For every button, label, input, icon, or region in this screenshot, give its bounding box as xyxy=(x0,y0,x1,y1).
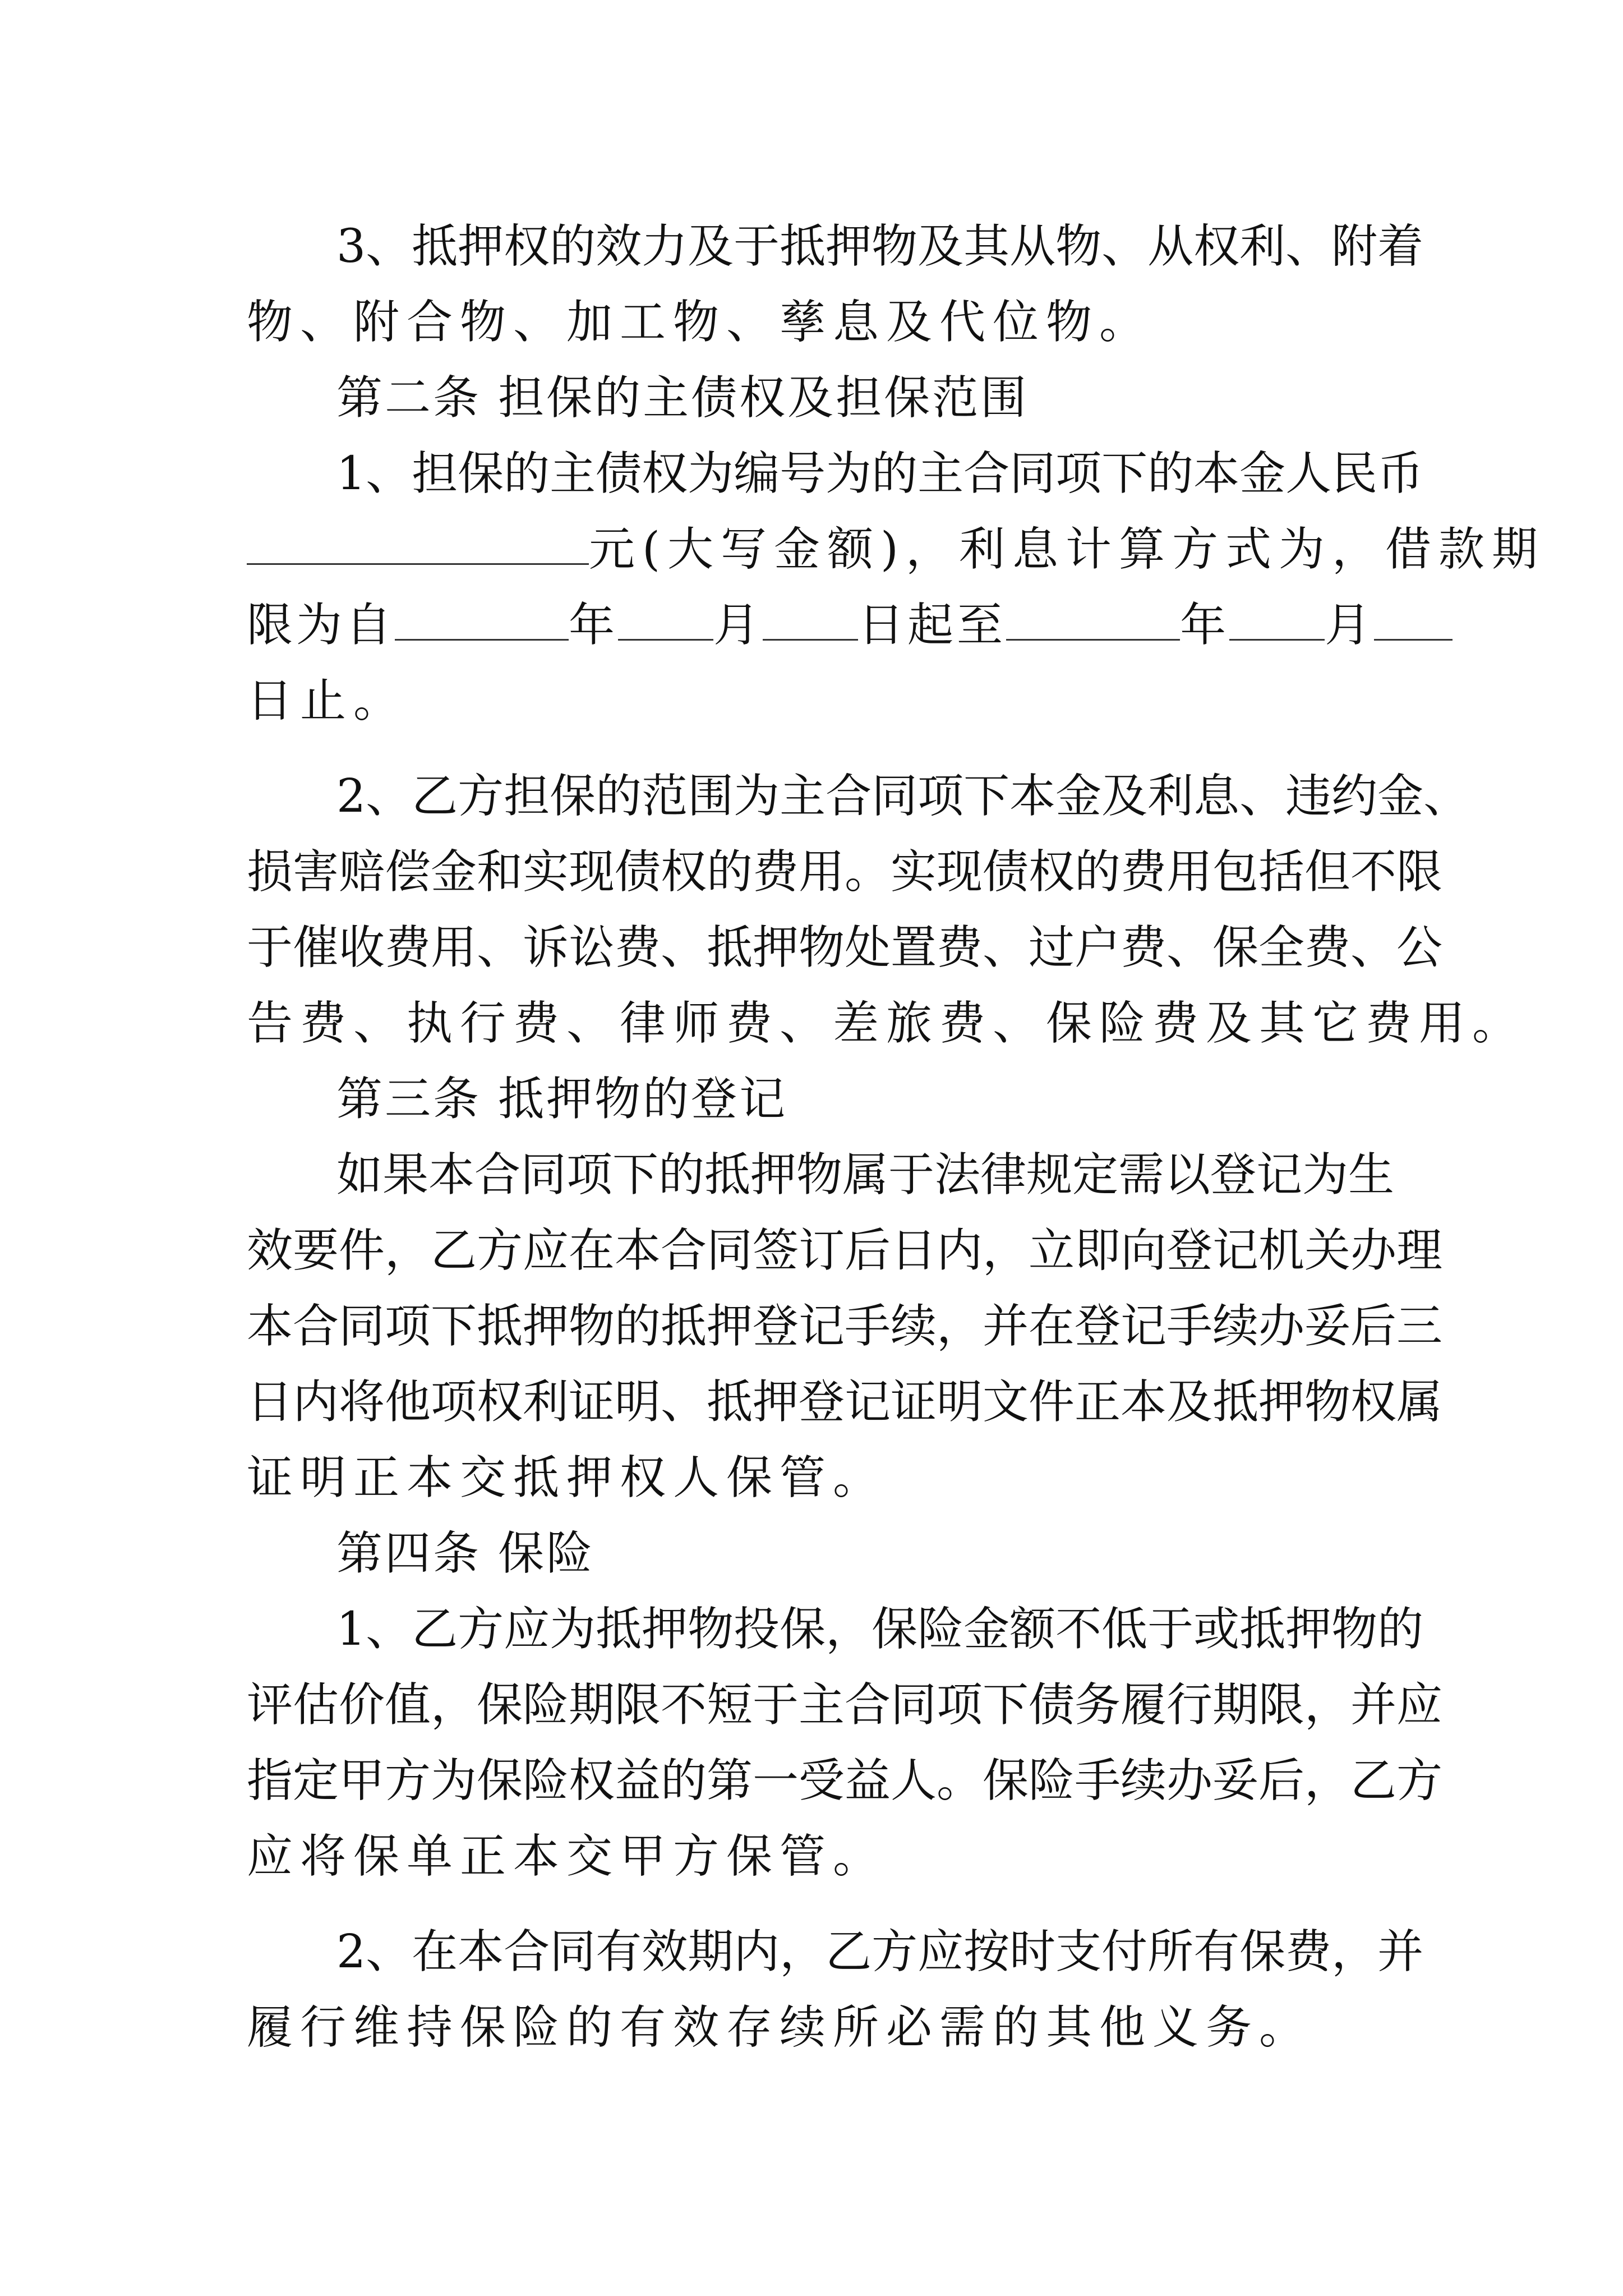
clause-1-3-line-1: 3、抵押权的效力及于抵押物及其从物、从权利、附着 xyxy=(336,220,1424,273)
article-3-line-3: 本合同项下抵押物的抵押登记手续，并在登记手续办妥后三 xyxy=(247,1300,1443,1353)
clause-2-2-line-2: 损害赔偿金和实现债权的费用。实现债权的费用包括但不限 xyxy=(247,845,1443,899)
end-year-label: 年 xyxy=(1180,599,1230,652)
clause-2-2-line-1: 2、乙方担保的范围为主合同项下本金及利息、违约金、 xyxy=(336,770,1470,823)
clause-2-1-line-4: 日止。 xyxy=(247,674,407,728)
article-4-heading: 第四条 保险 xyxy=(336,1527,595,1580)
clause-2-2-line-4: 告费、执行费、律师费、差旅费、保险费及其它费用。 xyxy=(247,997,1526,1050)
clause-4-2-line-1: 2、在本合同有效期内，乙方应按时支付所有保费，并 xyxy=(336,1925,1424,1978)
article-3-line-1: 如果本合同项下的抵押物属于法律规定需以登记为生 xyxy=(336,1148,1395,1202)
amount-blank[interactable] xyxy=(247,518,589,565)
start-year-blank[interactable] xyxy=(395,594,569,641)
clause-1-3-line-2: 物、附合物、加工物、孳息及代位物。 xyxy=(247,296,1153,349)
article-3-line-4: 日内将他项权利证明、抵押登记证明文件正本及抵押物权属 xyxy=(247,1375,1443,1429)
clause-2-1-line-1: 1、担保的主债权为编号为的主合同项下的本金人民币 xyxy=(336,447,1424,500)
start-month-label: 月 xyxy=(713,599,763,652)
clause-4-2-line-2: 履行维持保险的有效存续所必需的其他义务。 xyxy=(247,2001,1313,2054)
article-2-heading: 第二条 担保的主债权及担保范围 xyxy=(336,371,1029,425)
term-from-label: 限为自 xyxy=(247,599,395,652)
article-3-line-5: 证明正本交抵押权人保管。 xyxy=(247,1451,887,1504)
start-month-blank[interactable] xyxy=(618,594,713,641)
end-day-blank[interactable] xyxy=(1374,594,1453,641)
end-month-label: 月 xyxy=(1325,599,1375,652)
end-year-blank[interactable] xyxy=(1006,594,1180,641)
start-day-blank[interactable] xyxy=(763,594,858,641)
clause-2-1-line-3 xyxy=(247,583,1385,668)
start-year-label: 年 xyxy=(569,599,619,652)
end-month-blank[interactable] xyxy=(1229,594,1325,641)
clause-4-1-line-2: 评估价值，保险期限不短于主合同项下债务履行期限，并应 xyxy=(247,1678,1443,1732)
term-to-label: 日起至 xyxy=(858,599,1007,652)
clause-2-2-line-3: 于催收费用、诉讼费、抵押物处置费、过户费、保全费、公 xyxy=(247,921,1443,974)
clause-4-1-line-4: 应将保单正本交甲方保管。 xyxy=(247,1830,887,1883)
article-3-line-2: 效要件，乙方应在本合同签订后日内，立即向登记机关办理 xyxy=(247,1224,1443,1277)
clause-2-1-line-2 xyxy=(247,508,1545,592)
clause-4-1-line-3: 指定甲方为保险权益的第一受益人。保险手续办妥后，乙方 xyxy=(247,1754,1443,1807)
article-3-heading: 第三条 抵押物的登记 xyxy=(336,1073,788,1126)
amount-text: 元(大写金额)，利息计算方式为，借款期 xyxy=(589,523,1545,576)
clause-4-1-line-1: 1、乙方应为抵押物投保，保险金额不低于或抵押物的 xyxy=(336,1603,1424,1656)
